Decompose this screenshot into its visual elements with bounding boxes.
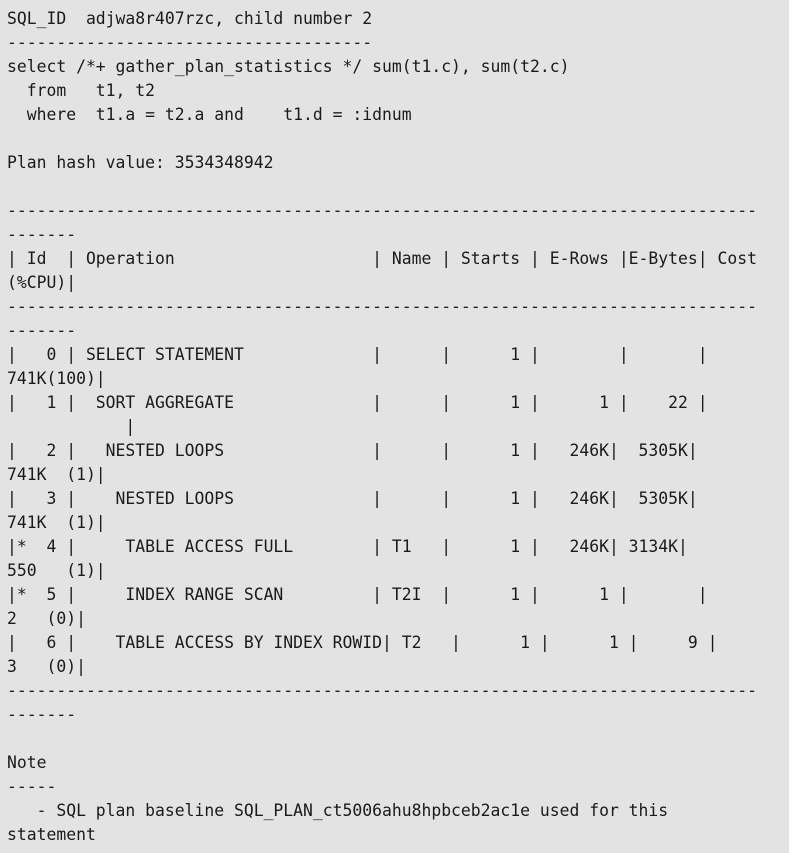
sql-text-line: from t1, t2 [7, 81, 156, 100]
sql-text-line: select /*+ gather_plan_statistics */ sum(t1.c), sum(t2.c) [7, 57, 570, 76]
table-border-line: ---------------------------------------------------------------------------- [7, 297, 757, 316]
table-border-line: ------- [7, 225, 77, 244]
plan-row-line: 741K(100)| [7, 369, 106, 388]
plan-hash-line: Plan hash value: 3534348942 [7, 153, 274, 172]
plan-row-line: | 2 | NESTED LOOPS | | 1 | 246K| 5305K| [7, 441, 698, 460]
note-text-line: statement [7, 825, 96, 844]
blank-line [7, 727, 789, 751]
note-text-line: - SQL plan baseline SQL_PLAN_ct5006ahu8hpbceb2ac1e used for this [7, 801, 669, 820]
plan-row-line: 3 (0)| [7, 657, 86, 676]
plan-row-line: | 6 | TABLE ACCESS BY INDEX ROWID| T2 | 1 | 1 | 9 | [7, 633, 718, 652]
table-border-line: ------- [7, 321, 77, 340]
table-header-line: (%CPU)| [7, 273, 77, 292]
plan-row-line: | 3 | NESTED LOOPS | | 1 | 246K| 5305K| [7, 489, 698, 508]
table-border-line: ------- [7, 705, 77, 724]
table-header-line: | Id | Operation | Name | Starts | E-Rows |E-Bytes| Cost [7, 249, 757, 268]
plan-row-line: 741K (1)| [7, 465, 106, 484]
plan-row-line: | 1 | SORT AGGREGATE | | 1 | 1 | 22 | [7, 393, 708, 412]
plan-row-line: 741K (1)| [7, 513, 106, 532]
blank-line [7, 175, 789, 199]
sql-id-line: SQL_ID adjwa8r407rzc, child number 2 [7, 9, 373, 28]
plan-row-line: |* 4 | TABLE ACCESS FULL | T1 | 1 | 246K| 3134K| [7, 537, 688, 556]
plan-row-line: | 0 | SELECT STATEMENT | | 1 | | | [7, 345, 708, 364]
table-border-line: ---------------------------------------------------------------------------- [7, 201, 757, 220]
note-underline: ----- [7, 777, 57, 796]
separator-line: ------------------------------------- [7, 33, 373, 52]
note-heading: Note [7, 753, 47, 772]
sql-text-line: where t1.a = t2.a and t1.d = :idnum [7, 105, 412, 124]
blank-line [7, 127, 789, 151]
plan-row-line: |* 5 | INDEX RANGE SCAN | T2I | 1 | 1 | | [7, 585, 708, 604]
plan-row-line: | [7, 417, 136, 436]
plan-row-line: 2 (0)| [7, 609, 86, 628]
table-border-line: ---------------------------------------------------------------------------- [7, 681, 757, 700]
plan-row-line: 550 (1)| [7, 561, 106, 580]
